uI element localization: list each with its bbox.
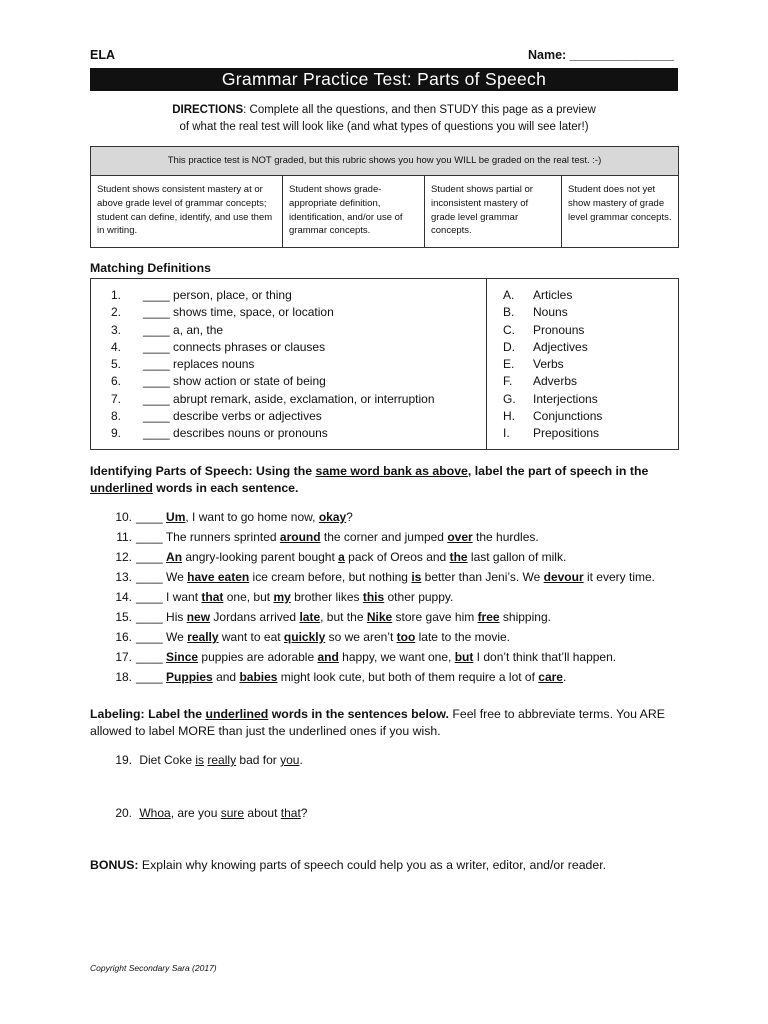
option-letter: A. (503, 288, 515, 302)
question-number: 19. (115, 753, 132, 767)
matching-item (91, 425, 486, 442)
sentence-text: last gallon of milk. (467, 550, 567, 564)
bonus-question (90, 858, 606, 872)
underlined-word: really (207, 753, 237, 767)
copyright: Copyright Secondary Sara (2017) (90, 963, 217, 973)
underlined-word: devour (543, 570, 584, 584)
matching-item (91, 356, 486, 373)
underlined-word: is (195, 753, 205, 767)
item-text: ____ a, an, the (143, 322, 224, 337)
sentence-text: late to the movie. (415, 630, 511, 644)
item-number: 1. (110, 288, 121, 302)
underlined-word: Um (166, 510, 186, 524)
sentence-row (90, 607, 655, 627)
question-20 (90, 806, 307, 820)
sentence-row (90, 547, 655, 567)
sentence-text: brother likes (290, 590, 363, 604)
sentence-number: 17. (115, 650, 132, 664)
sentence-text: Jordans arrived (210, 610, 300, 624)
underlined-word: An (166, 550, 183, 564)
answer-blank: ____ (136, 530, 163, 544)
underlined-word: Whoa (139, 806, 171, 820)
identifying-text: words in each sentence. (152, 481, 299, 495)
item-number: 6. (110, 374, 121, 389)
option-letter: H. (503, 409, 515, 424)
sentence-text: shipping. (499, 610, 551, 624)
word-bank-item (487, 408, 678, 425)
matching-item (91, 373, 486, 390)
labeling-text: words in the sentences below. (268, 707, 449, 721)
word-bank-item (487, 425, 678, 442)
option-letter: F. (503, 374, 513, 389)
sentence-text: We (166, 630, 188, 644)
identifying-emphasis: same word bank as above (315, 464, 468, 478)
option-letter: G. (503, 391, 516, 406)
item-number: 9. (110, 426, 121, 441)
underlined-word: really (187, 630, 219, 644)
labeling-emphasis: underlined (205, 707, 269, 721)
labeling-instructions (90, 706, 690, 739)
underlined-word: care (538, 670, 563, 684)
identifying-instructions (90, 463, 690, 497)
sentence-text: ? (346, 510, 353, 524)
directions-line1: : Complete all the questions, and then STUDY this page as a preview (243, 104, 596, 116)
sentence-text: , but the (320, 610, 367, 624)
option-letter: D. (503, 339, 515, 354)
rubric-cell-1: Student shows consistent mastery at or above grade level of grammar concepts; student can define, identify, and use them in writing. (97, 184, 273, 237)
identifying-emphasis: underlined (90, 481, 153, 495)
underlined-word: over (447, 530, 473, 544)
option-text: Prepositions (533, 426, 600, 441)
underlined-word: my (273, 590, 291, 604)
word-bank-item (487, 356, 678, 373)
underlined-word: new (186, 610, 211, 624)
sentence-number: 18. (115, 670, 132, 684)
underlined-word: have eaten (187, 570, 250, 584)
underlined-word: and (317, 650, 339, 664)
sentence-text: , are you (170, 806, 221, 820)
rubric-cell-4: Student does not yet show mastery of grade level grammar concepts. (561, 176, 678, 247)
underlined-word: Puppies (166, 670, 213, 684)
sentence-row (90, 567, 655, 587)
item-text: ____ shows time, space, or location (143, 305, 334, 320)
identifying-text: , label the part of speech in the (467, 464, 649, 478)
sentence-text: angry-looking parent bought (182, 550, 339, 564)
rubric-row (91, 176, 678, 247)
underlined-word: you (280, 753, 300, 767)
sentence-text: The runners sprinted (165, 530, 280, 544)
sentence-text: store gave him (392, 610, 478, 624)
bonus-label: BONUS: (90, 858, 139, 872)
answer-blank: ____ (136, 670, 163, 684)
sentence-row (90, 507, 655, 527)
option-text: Interjections (533, 391, 598, 406)
underlined-word: okay (318, 510, 347, 524)
answer-blank: ____ (136, 570, 163, 584)
underlined-word: babies (239, 670, 278, 684)
sentence-text: bad for (236, 753, 281, 767)
answer-blank: ____ (136, 630, 163, 644)
item-number: 8. (110, 409, 121, 424)
sentence-text: the hurdles. (472, 530, 539, 544)
item-text: ____ show action or state of being (143, 374, 326, 389)
sentence-text: it every time. (583, 570, 655, 584)
subject-label: ELA (90, 48, 115, 62)
sentence-text: His (166, 610, 187, 624)
rubric-cell-2: Student shows grade-appropriate definition, identification, and/or use of grammar concepts. (282, 176, 424, 247)
matching-item (91, 322, 486, 339)
sentence-row (90, 587, 655, 607)
sentence-text: and (212, 670, 240, 684)
labeling-text: Labeling: Label the (90, 707, 206, 721)
matching-item (91, 339, 486, 356)
rubric-header: This practice test is NOT graded, but this rubric shows you how you WILL be graded on the real test. :-) (91, 147, 678, 176)
option-text: Articles (533, 288, 573, 302)
word-bank-item (487, 339, 678, 356)
sentence-number: 15. (115, 610, 132, 624)
sentence-text: . (562, 670, 567, 684)
underlined-word: quickly (283, 630, 326, 644)
underlined-word: is (411, 570, 422, 584)
identifying-text: Identifying Parts of Speech: Using the (90, 464, 316, 478)
matching-title: Matching Definitions (90, 261, 211, 275)
word-bank-item (487, 373, 678, 390)
matching-item (91, 287, 486, 304)
item-number: 4. (110, 339, 121, 354)
option-text: Nouns (533, 305, 568, 320)
option-text: Pronouns (533, 322, 585, 337)
item-number: 2. (110, 305, 121, 320)
matching-item (91, 304, 486, 321)
matching-definitions (91, 279, 487, 449)
answer-blank: ____ (136, 550, 163, 564)
answer-blank: ____ (136, 510, 163, 524)
option-letter: B. (503, 305, 515, 320)
underlined-word: the (449, 550, 468, 564)
underlined-word: Nike (366, 610, 393, 624)
rubric-table (90, 146, 679, 248)
underlined-word: too (396, 630, 416, 644)
sentence-text: happy, we want one, (338, 650, 455, 664)
word-bank-item (487, 287, 678, 304)
matching-item (91, 408, 486, 425)
sentence-text: might look cute, but both of them require a lot of (277, 670, 539, 684)
underlined-word: that (201, 590, 224, 604)
bonus-text: Explain why knowing parts of speech could help you as a writer, editor, and/or reader. (138, 858, 607, 872)
item-text: ____ abrupt remark, aside, exclamation, or interruption (143, 391, 435, 406)
option-text: Adjectives (533, 339, 588, 354)
option-letter: C. (503, 322, 515, 337)
option-text: Verbs (533, 357, 564, 372)
underlined-word: around (279, 530, 321, 544)
item-number: 3. (110, 322, 121, 337)
sentence-text: the corner and jumped (320, 530, 448, 544)
item-number: 7. (110, 391, 121, 406)
sentence-text: puppies are adorable (198, 650, 318, 664)
sentence-text: . (299, 753, 303, 767)
sentence-text: better than Jeni’s. We (421, 570, 544, 584)
underlined-word: that (280, 806, 301, 820)
word-bank-item (487, 304, 678, 321)
sentence-text: , I want to go home now, (185, 510, 319, 524)
underlined-word: free (477, 610, 500, 624)
item-text: ____ connects phrases or clauses (143, 339, 326, 354)
item-text: ____ describe verbs or adjectives (143, 409, 322, 424)
question-19 (90, 753, 303, 767)
underlined-word: late (299, 610, 321, 624)
labeling-note: Feel free to abbreviate terms. You ARE allowed to label MORE than just the underlined ones if you wish. (90, 707, 665, 738)
option-letter: I. (503, 426, 510, 441)
underlined-word: sure (220, 806, 245, 820)
item-number: 5. (110, 357, 121, 372)
matching-item (91, 391, 486, 408)
sentence-text: I don’t think that’ll happen. (473, 650, 617, 664)
sentence-row (90, 667, 655, 687)
sentence-text: ? (300, 806, 308, 820)
sentence-text: We (166, 570, 188, 584)
item-text: ____ person, place, or thing (143, 288, 292, 302)
word-bank-item (487, 322, 678, 339)
sentence-number: 14. (115, 590, 132, 604)
underlined-word: this (362, 590, 385, 604)
answer-blank: ____ (136, 590, 163, 604)
sentence-text: so we aren’t (325, 630, 397, 644)
question-number: 20. (115, 806, 132, 820)
matching-word-bank (487, 279, 678, 449)
answer-blank: ____ (136, 610, 163, 624)
sentence-text: Diet Coke (139, 753, 196, 767)
page-title: Grammar Practice Test: Parts of Speech (90, 68, 678, 91)
directions (90, 102, 678, 135)
rubric-cell-3: Student shows partial or inconsistent mastery of grade level grammar concepts. (424, 176, 561, 247)
sentence-text: I want (166, 590, 202, 604)
sentence-text: about (244, 806, 281, 820)
sentence-text: other puppy. (384, 590, 454, 604)
underlined-word: but (454, 650, 474, 664)
option-text: Conjunctions (533, 409, 603, 424)
answer-blank: ____ (136, 650, 163, 664)
item-text: ____ describes nouns or pronouns (143, 426, 328, 441)
underlined-word: Since (166, 650, 199, 664)
sentence-row (90, 527, 655, 547)
sentence-text: ice cream before, but nothing (249, 570, 412, 584)
directions-label: DIRECTIONS (172, 104, 244, 116)
matching-table (90, 278, 679, 450)
item-text: ____ replaces nouns (143, 357, 255, 372)
sentence-text: pack of Oreos and (344, 550, 450, 564)
sentence-number: 12. (115, 550, 132, 564)
sentence-number: 11. (116, 530, 132, 544)
option-letter: E. (503, 357, 515, 372)
sentence-number: 16. (115, 630, 132, 644)
sentence-row (90, 647, 655, 667)
name-field-label: Name: _______________ (528, 48, 674, 62)
sentence-text: want to eat (218, 630, 284, 644)
sentence-row (90, 627, 655, 647)
sentence-text: one, but (223, 590, 274, 604)
sentence-number: 13. (115, 570, 132, 584)
identifying-sentences (90, 507, 655, 687)
sentence-number: 10. (115, 510, 132, 524)
directions-line2: of what the real test will look like (and what types of questions you will see later!) (179, 120, 589, 133)
option-text: Adverbs (533, 374, 578, 389)
word-bank-item (487, 391, 678, 408)
underlined-word: a (338, 550, 345, 564)
